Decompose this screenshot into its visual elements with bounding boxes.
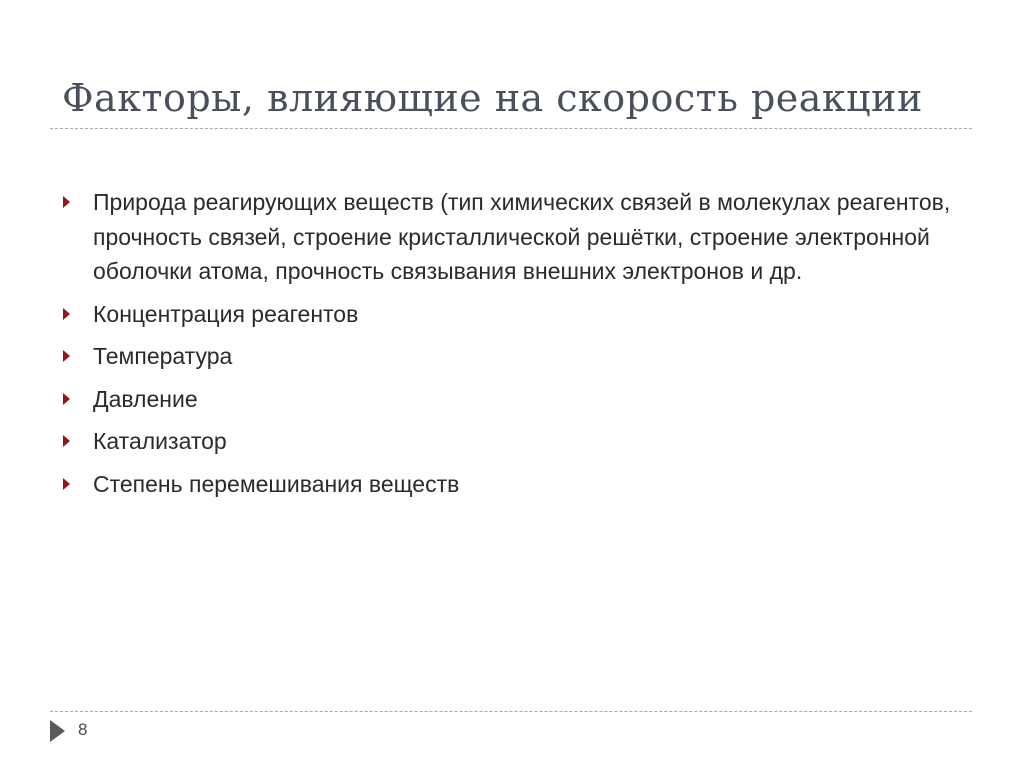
- bullet-triangle-icon: [63, 350, 70, 362]
- page-number: 8: [78, 720, 88, 739]
- list-item: [62, 424, 962, 459]
- play-arrow-icon: [50, 720, 65, 742]
- list-item: [62, 382, 962, 417]
- bullet-triangle-icon: [63, 196, 70, 208]
- list-item: [62, 467, 962, 502]
- list-item: [62, 185, 962, 289]
- list-item: [62, 339, 962, 374]
- slide-title: Факторы, влияющие на скорость реакции: [62, 76, 923, 120]
- bullet-triangle-icon: [63, 435, 70, 447]
- bullet-triangle-icon: [63, 393, 70, 405]
- bullet-text: Степень перемешивания веществ: [93, 470, 460, 497]
- footer-divider: [50, 711, 972, 712]
- bullet-text: Температура: [93, 343, 233, 369]
- bullet-text: Катализатор: [93, 428, 227, 454]
- bullet-text: Давление: [93, 385, 198, 412]
- list-item: [62, 297, 962, 332]
- bullet-text: Природа реагирующих веществ (тип химических связей в молекулах реагентов, прочность связей, строение кристаллической решётки, строение электронной оболочки атома, прочность связывания внешних электронов и др.: [93, 189, 951, 284]
- bullet-triangle-icon: [63, 478, 70, 490]
- title-divider: [50, 128, 972, 129]
- bullet-list: [62, 185, 962, 509]
- bullet-triangle-icon: [63, 308, 70, 320]
- bullet-text: Концентрация реагентов: [93, 300, 359, 327]
